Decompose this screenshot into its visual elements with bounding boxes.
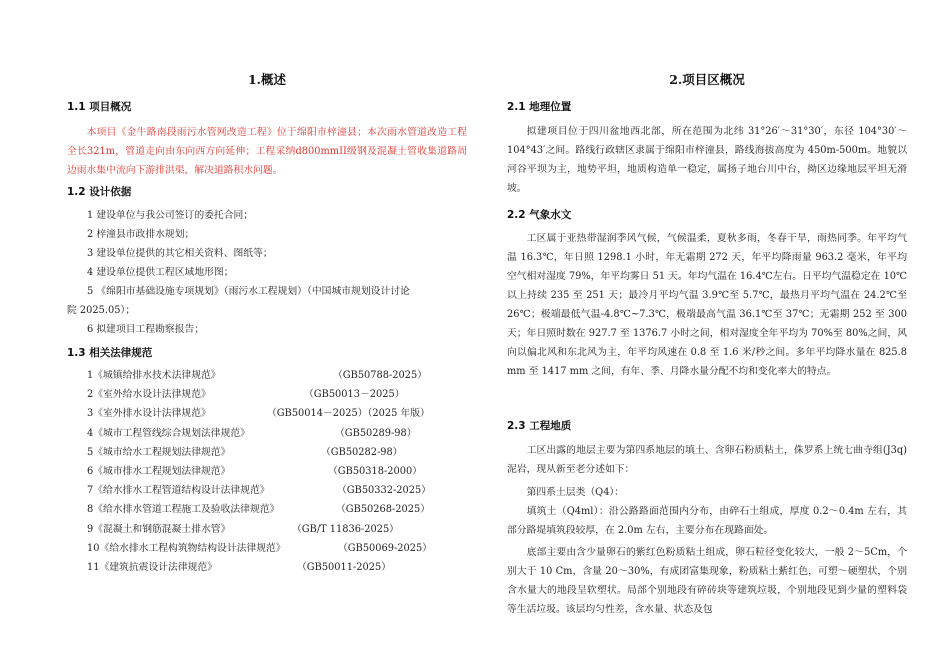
regulation-name: 4《城市工程管线综合规划法律规范》 bbox=[87, 427, 250, 439]
heading-design-basis: 1.2 设计依据 bbox=[67, 186, 132, 198]
list-item: 院 2025.05）； bbox=[67, 305, 136, 316]
geology-q4-label: 第四系土层类（Q4）： bbox=[526, 487, 625, 498]
regulation-name: 1《城镇给排水技术法律规范》 bbox=[87, 370, 221, 381]
regulation-code: （GB50318-2000） bbox=[328, 465, 423, 477]
regulation-code: （GB50011-2025） bbox=[297, 561, 392, 573]
design-basis-list bbox=[67, 206, 467, 339]
regulation-code: （GB/T 11836-2025） bbox=[292, 523, 399, 535]
regulation-code: （GB50069-2025） bbox=[338, 542, 433, 554]
project-overview-text: 本项目《金牛路南段雨污水管网改造工程》位于绵阳市梓潼县；本次雨水管道改造工程全长321m，管道走向由东向西方向延伸；工程采纳d800mmII级钢及混凝土管收集道路周边雨水集中流向下游排洪渠，解决道路积水问题。 bbox=[67, 127, 467, 176]
location-text: 拟建项目位于四川盆地西北部，所在范围为北纬 31°26′～31°30′，东径 104°30′～104°43′之间。路线行政辖区隶属于绵阳市梓潼县，路线海拔高度为 450m-500m。地貌以河谷平坝为主，地势平坦，地质构造单一稳定，属扬子地台川中台，拗区边缘地层平坦无滑坡。 bbox=[507, 126, 907, 194]
regulation-code: （GB50014－2025）（2025 年版） bbox=[267, 408, 430, 420]
regulation-code: （GB50332-2025） bbox=[337, 485, 432, 497]
regulation-code: （GB50289-98） bbox=[335, 427, 417, 439]
heading-location: 2.1 地理位置 bbox=[507, 101, 572, 113]
climate-text: 工区属于亚热带湿润季风气候，气候温柔，夏秋多雨，冬春干旱，雨热同季。年平均气温 16.3℃，年日照 1298.1 小时，年无霜期 272 天，年平均降雨量 963.2 毫米，年平均空气相对湿度 79%，年平均雾日 51 天。年均气温在 16.4℃左右。日平均气温稳定在 10℃以上持续 235 至 251 天；最冷月平均气温 3.9℃至 5.7℃，最热月平均气温在 24.2℃至 26℃；极端最低气温-4.8℃~7.3℃，极端最高气温 36.1℃至 37℃；无霜期 252 至 300 天；年日照时数在 927.7 至 1376.7 小时之间，相对湿度全年平均为 70%至 80%之间，风向以偏北风和东北风为主，年平均风速在 0.8 至 1.6 米/秒之间。多年平均降水量在 825.8 mm 至 1417 mm 之间，有年、季、月降水量分配不均和变化率大的特点。 bbox=[507, 233, 907, 377]
regulation-name: 9《混凝土和钢筋混凝土排水管》 bbox=[87, 523, 231, 535]
list-item: 5 《绵阳市基础设施专项规划》（雨污水工程规划）（中国城市规划设计讨论 bbox=[87, 286, 410, 297]
section-title-overview: 1.概述 bbox=[247, 72, 287, 87]
regulation-name: 10《给水排水工程构筑物结构设计法律规范》 bbox=[87, 542, 286, 554]
list-item: 4 建设单位提供工程区域地形图； bbox=[87, 267, 234, 278]
regulation-name: 2《室外给水设计法律规范》 bbox=[87, 389, 211, 401]
regulation-code: （GB50268-2025） bbox=[336, 504, 431, 516]
geology-base-text: 底部主要由含少量卵石的紫红色粉质粘土组成，卵石粒径变化较大，一般 2～5Cm，个别大于 10 Cm，含量 20～30%，有成团富集现象，粉质粘土紫红色，可塑～硬塑状，个别含水量大的地段呈软塑状。局部个别地段有碎砖块等建筑垃圾，个别地段见到少量的塑料袋等生活垃圾。该层均匀性差，含水量、状态及包 bbox=[507, 547, 907, 615]
heading-geology: 2.3 工程地质 bbox=[507, 420, 572, 432]
section-title-project-area: 2.项目区概况 bbox=[669, 72, 745, 87]
regulation-name: 6《城市排水工程规划法律规范》 bbox=[87, 465, 231, 477]
regulation-code: （GB50788-2025） bbox=[333, 370, 428, 381]
regulation-name: 3《室外排水设计法律规范》 bbox=[87, 408, 211, 420]
regulation-name: 5《城市给水工程规划法律规范》 bbox=[87, 446, 231, 458]
regulation-code: （GB50013－2025） bbox=[304, 389, 405, 401]
geology-intro-text: 工区出露的地层主要为第四系地层的填土、含卵石粉质粘土，侏罗系上统七曲寺组(J3q)泥岩，现从新至老分述如下： bbox=[507, 445, 907, 475]
list-item: 1 建设单位与我公司签订的委托合同； bbox=[87, 210, 254, 221]
list-item: 6 拟建项目工程勘察报告； bbox=[87, 324, 205, 335]
regulation-name: 8《给水排水管道工程施工及验收法律规范》 bbox=[87, 504, 280, 516]
geology-fill-text: 填筑土（Q4ml）：沿公路路面范围内分布，由碎石土组成，厚度 0.2～0.4m 左右，其部分路堤填筑段较厚，在 2.0m 左右，主要分布在现路面处。 bbox=[507, 506, 907, 536]
regulation-code: （GB50282-98） bbox=[321, 446, 403, 458]
list-item: 3 建设单位提供的其它相关资料、图纸等； bbox=[87, 248, 273, 259]
regulation-name: 11《建筑抗震设计法律规范》 bbox=[87, 561, 218, 573]
regulation-name: 7《给水排水工程管道结构设计法律规范》 bbox=[87, 485, 270, 497]
heading-regulations: 1.3 相关法律规范 bbox=[67, 347, 153, 359]
heading-project-overview: 1.1 项目概况 bbox=[67, 101, 132, 113]
heading-climate: 2.2 气象水文 bbox=[507, 209, 572, 221]
list-item: 2 梓潼县市政排水规划； bbox=[87, 229, 195, 240]
